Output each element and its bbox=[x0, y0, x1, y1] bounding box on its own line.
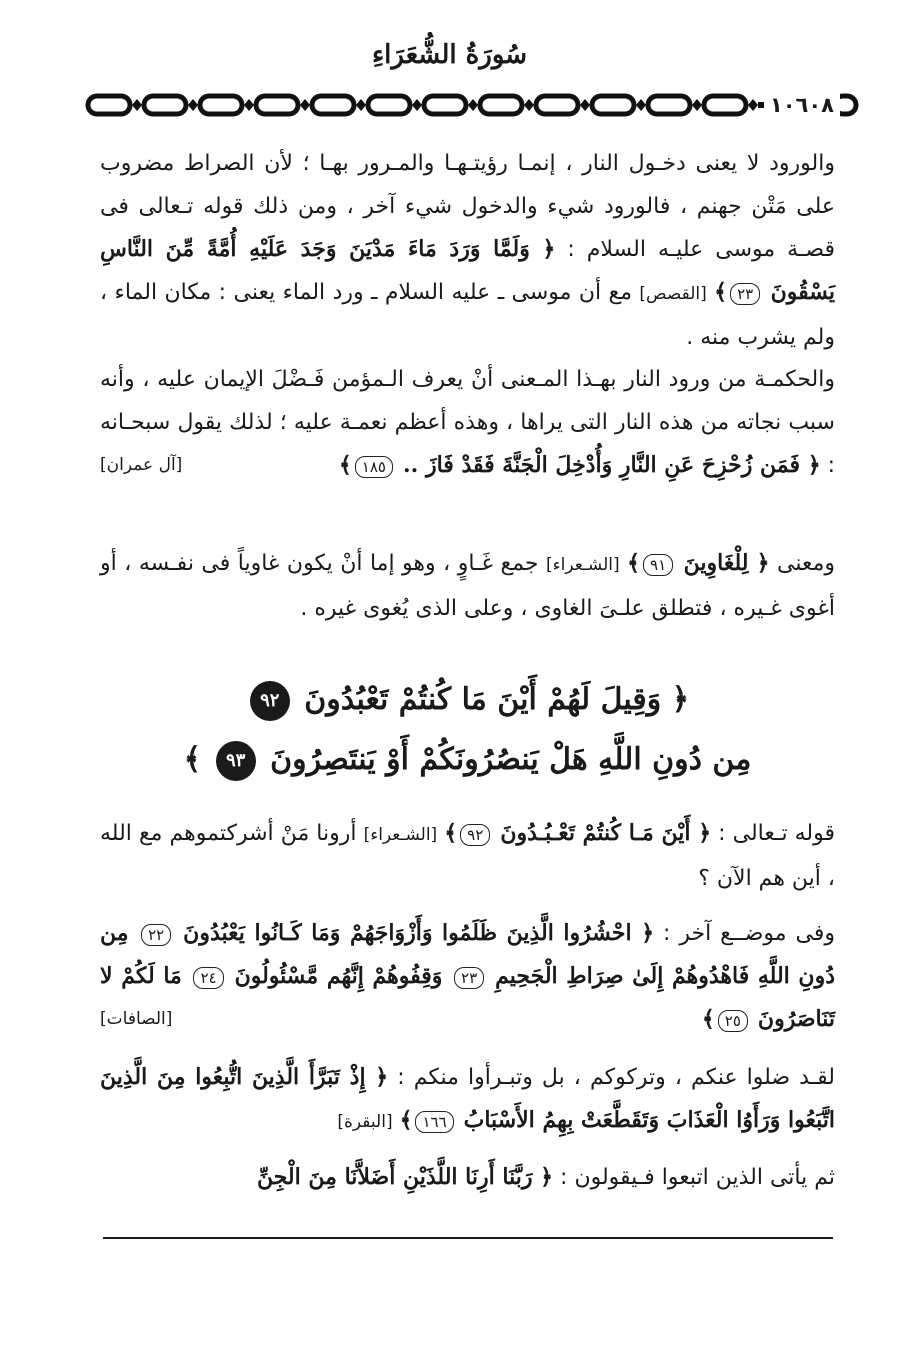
source-ref: [الصافات] bbox=[100, 1009, 173, 1029]
text: وفى موضــع آخر : bbox=[654, 921, 835, 946]
ayah-number: ٢٣ bbox=[730, 283, 760, 305]
text: لقـد ضلوا عنكم ، وتركوكم ، بل وتبـرأوا منكم : bbox=[388, 1065, 835, 1090]
verse-text: وَقِيلَ لَهُمْ أَيْنَ مَا كُنتُمْ تَعْبُدُونَ bbox=[304, 682, 662, 717]
verse-line-1 bbox=[100, 670, 835, 730]
quran-quote: ﴿ رَبَّنَا أَرِنَا اللَّذَيْنِ أَضَلاَّنَا مِنَ الْجِنِّ bbox=[256, 1164, 554, 1190]
text: والحكمـة من ورود النار بهـذا المـعنى أنْ يعرف الـمؤمن فَـضْلَ الإيمان عليه ، وأنه سبب نجاته من هذه النار التى يراها ، وهذه أعظم نعمـة عليه ؛ لذلك يقول سبحـانه : bbox=[100, 367, 835, 478]
quote-end: ﴾ bbox=[399, 1107, 413, 1133]
paragraph-4 bbox=[100, 812, 835, 900]
quote-end: ﴾ bbox=[444, 820, 458, 846]
quote-end: ﴾ bbox=[714, 279, 728, 305]
page-number: ١٠٦٠٨ bbox=[764, 90, 840, 120]
ayah-number: ٩٢ bbox=[460, 824, 490, 846]
quote-end: ﴾ bbox=[338, 452, 352, 478]
source-ref: [آل عمران] bbox=[100, 455, 183, 475]
source-ref: [البقرة] bbox=[337, 1112, 393, 1132]
text: أرونا مَنْ أشركتموهم مع الله ، أين هم الآن ؟ bbox=[100, 821, 835, 891]
chain-ornament bbox=[82, 90, 860, 120]
quran-quote: مَا لَكُمْ لا تَنَاصَرُونَ bbox=[100, 963, 835, 1032]
quran-quote: ﴿ وَلَمَّا وَرَدَ مَاءَ مَدْيَنَ وَجَدَ عَلَيْهِ أُمَّةً مِّنَ النَّاسِ يَسْقُونَ bbox=[100, 236, 835, 305]
quran-quote: ﴿ فَمَن زُحْزِحَ عَنِ النَّارِ وَأُدْخِلَ الْجَنَّةَ فَقَدْ فَازَ .. bbox=[402, 452, 821, 478]
paragraph-3 bbox=[100, 542, 835, 630]
ornamental-header-band bbox=[82, 90, 860, 120]
quran-quote: ﴿ إِذْ تَبَرَّأَ الَّذِينَ اتُّبِعُوا مِنَ الَّذِينَ اتَّبَعُوا وَرَأَوُا الْعَذَابَ وَتَقَطَّعَتْ بِهِمُ الأَسْبَابُ bbox=[100, 1064, 835, 1133]
ayah-number: ٢٥ bbox=[718, 1010, 748, 1032]
ayah-marker: ٩٢ bbox=[250, 681, 290, 721]
verse-block bbox=[100, 670, 835, 790]
paragraph-5 bbox=[100, 912, 835, 1041]
ayah-number: ٢٢ bbox=[141, 924, 171, 946]
source-ref: [القصص] bbox=[639, 284, 707, 304]
verse-close: ﴾ bbox=[183, 742, 202, 777]
ayah-number: ١٦٦ bbox=[415, 1111, 453, 1133]
ayah-number: ٢٣ bbox=[454, 967, 484, 989]
source-ref: [الشـعراء] bbox=[363, 825, 438, 845]
text: ثم يأتى الذين اتبعوا فـيقولون : bbox=[553, 1165, 835, 1190]
quran-quote: وَقِفُوهُمْ إِنَّهُم مَّسْئُولُونَ bbox=[234, 963, 452, 989]
source-ref: [الشـعراء] bbox=[546, 555, 620, 575]
quran-quote: ﴿ احْشُرُوا الَّذِينَ ظَلَمُوا وَأَزْوَاجَهُمْ وَمَا كَـانُوا يَعْبُدُونَ bbox=[183, 920, 655, 946]
ayah-marker: ٩٣ bbox=[216, 741, 256, 781]
text: جمع غَـاوٍ ، وهو إما أنْ يكون غاوياً فى نفـسه ، أو أغوى غـيره ، فتطلق علـىَ الغاوى ، وعلى الذى يُغوى غيره . bbox=[100, 551, 835, 621]
verse-open: ﴿ bbox=[671, 682, 690, 717]
quran-quote: ﴿ لِلْغَاوِينَ bbox=[683, 550, 770, 576]
quran-quote: ﴿ أَيْنَ مَـا كُنتُمْ تَعْـبُـدُونَ bbox=[500, 820, 712, 846]
text: قوله تـعالى : bbox=[711, 821, 836, 846]
paragraph-1 bbox=[100, 142, 835, 359]
paragraph-2 bbox=[100, 358, 835, 487]
surah-title: سُورَةُ الشُّعَرَاءِ bbox=[371, 40, 528, 70]
quote-end: ﴾ bbox=[701, 1006, 715, 1032]
ayah-number: ١٨٥ bbox=[355, 456, 393, 478]
verse-text: مِن دُونِ اللَّهِ هَلْ يَنصُرُونَكُمْ أَوْ يَنتَصِرُونَ bbox=[270, 742, 752, 777]
ayah-number: ٩١ bbox=[643, 554, 673, 576]
paragraph-6 bbox=[100, 1056, 835, 1144]
text: والورود لا يعنى دخـول النار ، إنمـا رؤيتـهـا والمـرور بهـا ؛ لأن الصراط مضروب على مَتْن جهنم ، فالورود شيء والدخول شيء آخر ، ومن ذلك قوله تـعالى فى قصـة موسى عليـه السلام : bbox=[100, 151, 835, 262]
ayah-number: ٢٤ bbox=[193, 967, 223, 989]
text: ومعنى bbox=[769, 551, 835, 576]
quote-end: ﴾ bbox=[627, 550, 641, 576]
paragraph-7 bbox=[100, 1156, 835, 1199]
text: مع أن موسى ـ عليه السلام ـ ورد الماء يعنى : مكان الماء ، ولم يشرب منه . bbox=[100, 280, 835, 350]
verse-line-2 bbox=[100, 730, 835, 790]
footer-rule bbox=[103, 1237, 833, 1239]
quran-quote: مِن دُونِ اللَّهِ فَاهْدُوهُمْ إِلَىٰ صِرَاطِ الْجَحِيمِ bbox=[100, 920, 836, 989]
